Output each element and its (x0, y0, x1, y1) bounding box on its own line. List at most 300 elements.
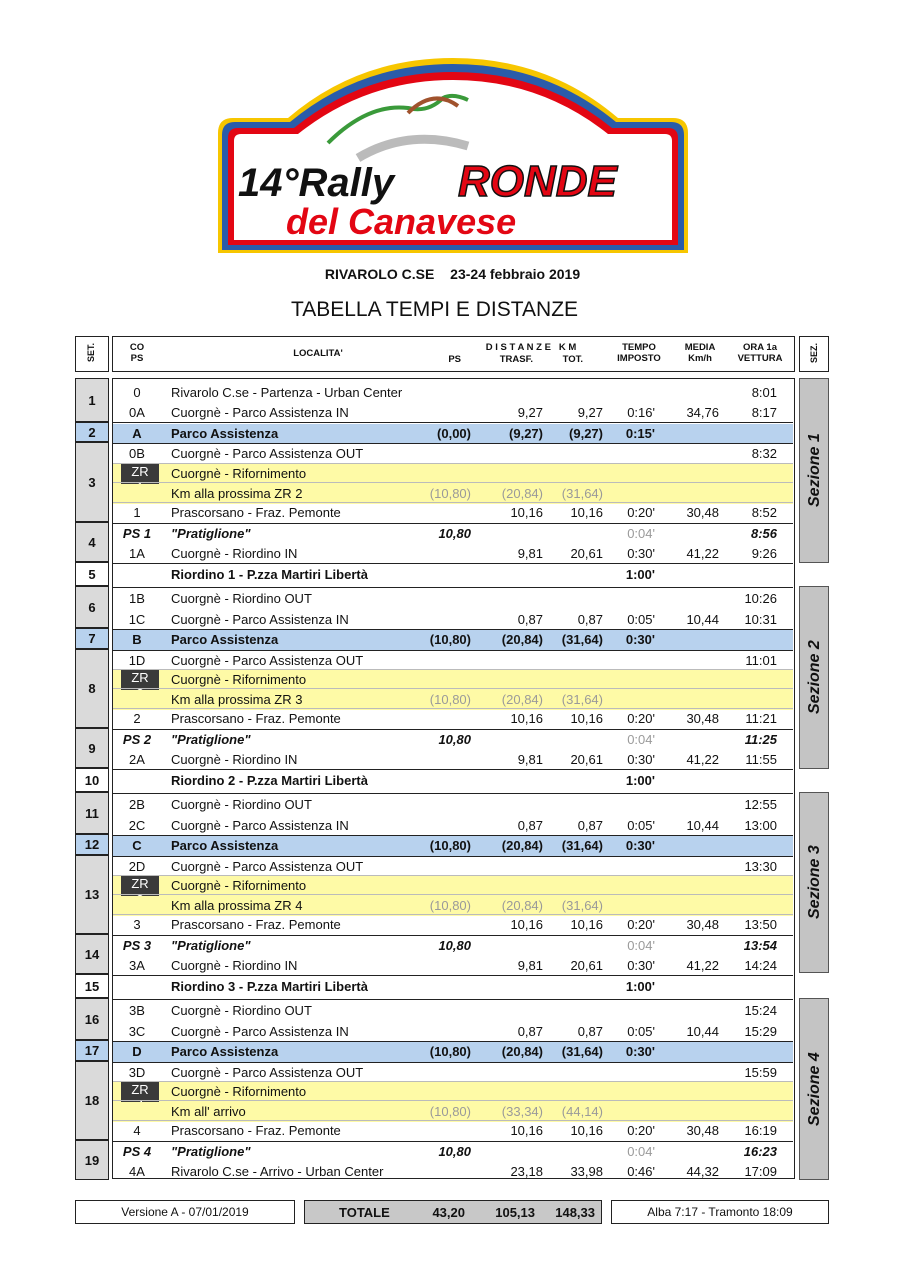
cell-tot: 10,16 (570, 711, 603, 726)
cell-loc: "Pratiglione" (171, 1144, 251, 1159)
cell-loc: Prascorsano - Fraz. Pemonte (171, 917, 341, 932)
section-text: Sezione 3 (806, 845, 823, 920)
row-divider (113, 422, 793, 423)
table-row (113, 484, 793, 504)
cell-media: 34,76 (686, 405, 719, 420)
logo-line1: 14°Rally (238, 161, 395, 205)
cell-tot: 20,61 (570, 546, 603, 561)
set-number: 17 (75, 1040, 109, 1061)
row-divider (113, 856, 793, 857)
table-row (113, 795, 793, 815)
event-dates: 23-24 febbraio 2019 (450, 266, 581, 282)
cell-loc: Riordino 2 - P.zza Martiri Libertà (171, 773, 368, 788)
cell-media: 30,48 (686, 1123, 719, 1138)
set-number: 8 (75, 649, 109, 728)
row-divider (113, 975, 793, 976)
header-localita: LOCALITA' (293, 348, 343, 359)
set-number: 2 (75, 422, 109, 442)
cell-ora: 8:52 (751, 505, 777, 520)
cell-tempo: 0:30' (627, 752, 655, 767)
set-number: 14 (75, 934, 109, 974)
cell-ora: 11:25 (744, 732, 777, 747)
zr-badge (121, 876, 159, 896)
zr-badge (121, 1082, 159, 1102)
cell-trasf: 0,87 (517, 818, 543, 833)
page-title: TABELLA TEMPI E DISTANZE (290, 298, 579, 321)
cell-media: 30,48 (686, 505, 719, 520)
cell-loc: Km all' arrivo (171, 1104, 246, 1119)
cell-ora: 11:01 (745, 653, 777, 668)
row-divider-light (113, 894, 793, 895)
table-row (113, 1063, 793, 1083)
header-ora: ORA 1a (743, 342, 777, 353)
table-row (113, 524, 793, 544)
total-tot: 148,33 (555, 1204, 595, 1220)
row-divider (113, 629, 793, 630)
table-row (113, 503, 793, 523)
cell-cp: 1 (133, 505, 141, 520)
set-number: 3 (75, 442, 109, 522)
header-set: SET. (75, 336, 109, 372)
table-row (113, 564, 793, 586)
cell-trasf: 23,18 (510, 1164, 543, 1179)
cell-tot: 10,16 (570, 917, 603, 932)
total-ps: 43,20 (432, 1204, 465, 1220)
row-divider-light (113, 914, 793, 915)
cell-loc: Parco Assistenza (171, 838, 279, 853)
table-row (113, 976, 793, 998)
cell-ora: 16:23 (743, 1144, 777, 1159)
footer-sun: Alba 7:17 - Tramonto 18:09 (611, 1200, 829, 1224)
cell-trasf: (20,84) (501, 692, 543, 707)
cell-trasf: (20,84) (501, 632, 543, 647)
cell-loc: Cuorgnè - Rifornimento (171, 1084, 307, 1099)
cell-trasf: (20,84) (501, 898, 543, 913)
cell-ps: 10,80 (438, 938, 471, 953)
cell-loc: Parco Assistenza (171, 1044, 279, 1059)
cell-tempo: 1:00' (625, 567, 655, 582)
cell-media: 10,44 (686, 1024, 719, 1039)
table-row (113, 836, 793, 856)
rally-logo (208, 58, 698, 263)
set-number: 18 (75, 1061, 109, 1140)
footer-version: Versione A - 07/01/2019 (75, 1200, 295, 1224)
table-row (113, 857, 793, 877)
table-row (113, 876, 793, 896)
header-imposto: IMPOSTO (617, 353, 661, 364)
cell-loc: Km alla prossima ZR 4 (171, 898, 303, 913)
set-number: 5 (75, 562, 109, 586)
table-row (113, 424, 793, 444)
totale-label: TOTALE (339, 1204, 390, 1220)
table-row (113, 444, 793, 464)
cell-loc: Cuorgnè - Parco Assistenza OUT (171, 653, 364, 668)
table-row (113, 936, 793, 956)
cell-cp: A (132, 426, 142, 441)
cell-tot: (31,64) (561, 1044, 603, 1059)
cell-loc: "Pratiglione" (171, 732, 251, 747)
row-divider-light (113, 1120, 793, 1121)
table-row (113, 610, 793, 630)
section-text: Sezione 4 (806, 1052, 823, 1126)
row-divider (113, 935, 793, 936)
cell-trasf: (20,84) (501, 1044, 543, 1059)
table-row (113, 896, 793, 916)
cell-cp: D (132, 1044, 142, 1059)
table-row (113, 1001, 793, 1021)
cell-tempo: 0:20' (627, 1123, 655, 1138)
cell-tempo: 0:05' (627, 612, 655, 627)
cell-ora: 11:55 (745, 752, 777, 767)
cell-cp: PS 1 (122, 526, 152, 541)
set-number: 10 (75, 768, 109, 792)
row-divider (113, 563, 793, 564)
set-number: 4 (75, 522, 109, 562)
cell-tempo: 0:30' (625, 632, 655, 647)
cell-tempo: 0:04' (627, 1144, 655, 1159)
cell-cp: 2 (133, 711, 141, 726)
cell-ora: 12:55 (744, 797, 777, 812)
row-divider (113, 650, 793, 651)
row-divider-light (113, 669, 793, 670)
cell-loc: Prascorsano - Fraz. Pemonte (171, 711, 341, 726)
cell-ps: (10,80) (429, 838, 471, 853)
cell-loc: Cuorgnè - Riordino IN (171, 546, 298, 561)
cell-trasf: (9,27) (509, 426, 543, 441)
cell-ps: 10,80 (438, 526, 471, 541)
cell-ps: (10,80) (429, 486, 471, 501)
cell-loc: "Pratiglione" (171, 526, 251, 541)
set-number: 9 (75, 728, 109, 768)
cell-tot: 0,87 (577, 1024, 603, 1039)
cell-ora: 10:31 (744, 612, 777, 627)
row-divider (113, 587, 793, 588)
cell-trasf: 9,27 (517, 405, 543, 420)
cell-trasf: (33,34) (501, 1104, 543, 1119)
cell-loc: Prascorsano - Fraz. Pemonte (171, 505, 341, 520)
cell-tempo: 0:20' (627, 505, 655, 520)
set-number: 7 (75, 628, 109, 649)
cell-tot: (44,14) (561, 1104, 603, 1119)
cell-cp: PS 4 (122, 1144, 152, 1159)
cell-media: 10,44 (686, 818, 719, 833)
cell-loc: Cuorgnè - Riordino OUT (171, 797, 312, 812)
cell-loc: Cuorgnè - Parco Assistenza OUT (171, 859, 364, 874)
set-number: 19 (75, 1140, 109, 1180)
cell-tempo: 0:05' (627, 818, 655, 833)
cell-trasf: 9,81 (517, 752, 543, 767)
cell-tempo: 0:16' (627, 405, 655, 420)
cell-cp: 2B (129, 797, 145, 812)
table-row (113, 816, 793, 836)
section-label (799, 378, 829, 563)
header-ps: PS (130, 353, 144, 364)
cell-loc: Cuorgnè - Parco Assistenza OUT (171, 446, 364, 461)
cell-trasf: 0,87 (517, 1024, 543, 1039)
section-text: Sezione 2 (806, 640, 823, 715)
table-row (113, 464, 793, 484)
row-divider (113, 1141, 793, 1142)
set-number: 11 (75, 792, 109, 834)
cell-loc: Riordino 1 - P.zza Martiri Libertà (171, 567, 368, 582)
cell-ora: 15:24 (744, 1003, 777, 1018)
row-divider (113, 999, 793, 1000)
cell-trasf: 10,16 (510, 505, 543, 520)
cell-cp: 3A (129, 958, 145, 973)
table-row (113, 670, 793, 690)
table-row (113, 1142, 793, 1162)
cell-loc: Cuorgnè - Rifornimento (171, 466, 307, 481)
cell-cp: B (132, 632, 142, 647)
cell-tempo: 0:04' (627, 732, 655, 747)
table-row (113, 956, 793, 976)
cell-ps: 10,80 (438, 1144, 471, 1159)
cell-tot: 10,16 (570, 505, 603, 520)
cell-loc: Cuorgnè - Parco Assistenza IN (171, 818, 349, 833)
cell-cp: C (132, 838, 142, 853)
set-column (75, 378, 109, 1179)
cell-trasf: 10,16 (510, 917, 543, 932)
cell-trasf: 9,81 (517, 958, 543, 973)
cell-ora: 16:19 (744, 1123, 777, 1138)
cell-tempo: 1:00' (625, 979, 655, 994)
row-divider-light (113, 502, 793, 503)
row-divider (113, 443, 793, 444)
header-kmh: Km/h (688, 353, 712, 364)
cell-ps: (10,80) (429, 632, 471, 647)
table-row (113, 709, 793, 729)
cell-trasf: 0,87 (517, 612, 543, 627)
table-header (112, 336, 795, 372)
zr-badge (121, 670, 159, 690)
cell-trasf: 10,16 (510, 711, 543, 726)
cell-cp: 0 (133, 385, 141, 400)
row-divider-light (113, 482, 793, 483)
header-vettura: VETTURA (737, 353, 783, 364)
set-number: 6 (75, 586, 109, 628)
cell-loc: Cuorgnè - Parco Assistenza IN (171, 1024, 349, 1039)
cell-ora: 8:32 (751, 446, 777, 461)
cell-cp: 3B (129, 1003, 145, 1018)
row-divider (113, 769, 793, 770)
cell-tot: (9,27) (569, 426, 603, 441)
cell-loc: Cuorgnè - Parco Assistenza IN (171, 612, 349, 627)
table-row (113, 690, 793, 710)
cell-media: 30,48 (686, 917, 719, 932)
set-number: 16 (75, 998, 109, 1040)
cell-cp: 3C (128, 1024, 146, 1039)
cell-loc: Km alla prossima ZR 3 (171, 692, 303, 707)
cell-trasf: 9,81 (517, 546, 543, 561)
zr-label: ZR (131, 876, 149, 891)
row-divider (113, 1041, 793, 1042)
cell-loc: Rivarolo C.se - Partenza - Urban Center (171, 385, 403, 400)
table-row (113, 544, 793, 564)
cell-ora: 13:30 (744, 859, 777, 874)
logo-ronde: RONDE (458, 157, 617, 206)
row-divider (113, 1062, 793, 1063)
cell-tot: 33,98 (570, 1164, 603, 1179)
header-distanze: D I S T A N Z E K M (485, 342, 577, 353)
section-text: Sezione 1 (806, 433, 823, 508)
cell-ps: 10,80 (438, 732, 471, 747)
set-number: 1 (75, 378, 109, 422)
cell-tot: 10,16 (570, 1123, 603, 1138)
table-row (113, 770, 793, 792)
table-row (113, 589, 793, 609)
cell-media: 41,22 (686, 958, 719, 973)
row-divider (113, 729, 793, 730)
header-tempo: TEMPO (622, 342, 656, 353)
cell-loc: Parco Assistenza (171, 426, 279, 441)
total-trasf: 105,13 (495, 1204, 535, 1220)
row-divider (113, 835, 793, 836)
cell-tot: 20,61 (570, 958, 603, 973)
cell-tempo: 0:20' (627, 711, 655, 726)
row-divider-light (113, 1100, 793, 1101)
set-number: 13 (75, 855, 109, 934)
cell-loc: Cuorgnè - Rifornimento (171, 672, 307, 687)
cell-tempo: 0:04' (627, 938, 655, 953)
cell-tot: (31,64) (561, 632, 603, 647)
cell-ora: 10:26 (744, 591, 777, 606)
cell-cp: 1D (128, 653, 146, 668)
cell-ora: 17:09 (744, 1164, 777, 1179)
cell-ora: 13:50 (744, 917, 777, 932)
cell-ora: 8:56 (750, 526, 777, 541)
cell-cp: 1C (128, 612, 146, 627)
header-dist-ps: PS (448, 354, 461, 365)
header-sez: SEZ. (799, 336, 829, 372)
cell-loc: Cuorgnè - Riordino IN (171, 752, 298, 767)
section-label (799, 586, 829, 769)
cell-ps: (0,00) (437, 426, 471, 441)
cell-cp: 2D (128, 859, 146, 874)
cell-media: 30,48 (686, 711, 719, 726)
cell-ora: 9:26 (751, 546, 777, 561)
header-dist-trasf: TRASF. (499, 354, 533, 365)
table-row (113, 1162, 793, 1182)
cell-trasf: (20,84) (501, 486, 543, 501)
cell-loc: Cuorgnè - Parco Assistenza IN (171, 405, 349, 420)
cell-ora: 8:01 (751, 385, 777, 400)
cell-cp: PS 2 (122, 732, 152, 747)
cell-tot: 9,27 (577, 405, 603, 420)
cell-cp: 0B (129, 446, 145, 461)
cell-tempo: 0:30' (627, 958, 655, 973)
footer-totals (304, 1200, 602, 1224)
cell-media: 41,22 (686, 546, 719, 561)
cell-loc: Prascorsano - Fraz. Pemonte (171, 1123, 341, 1138)
row-divider-light (113, 875, 793, 876)
set-number: 15 (75, 974, 109, 998)
cell-cp: 1A (129, 546, 145, 561)
logo-line2: del Canavese (286, 201, 517, 242)
cell-ps: (10,80) (429, 1104, 471, 1119)
table-row (113, 1121, 793, 1141)
cell-tempo: 0:30' (625, 1044, 655, 1059)
cell-media: 41,22 (686, 752, 719, 767)
cell-tempo: 1:00' (625, 773, 655, 788)
header-dist-tot: TOT. (562, 354, 583, 365)
table-row (113, 915, 793, 935)
cell-tot: (31,64) (561, 486, 603, 501)
cell-tempo: 0:20' (627, 917, 655, 932)
header-co: CO (129, 342, 145, 353)
cell-loc: Cuorgnè - Riordino IN (171, 958, 298, 973)
cell-loc: Km alla prossima ZR 2 (171, 486, 303, 501)
row-divider-light (113, 463, 793, 464)
table-row (113, 750, 793, 770)
cell-ora: 11:21 (745, 711, 777, 726)
cell-media: 10,44 (686, 612, 719, 627)
cell-loc: "Pratiglione" (171, 938, 251, 953)
cell-loc: Cuorgnè - Riordino OUT (171, 591, 312, 606)
cell-tot: 20,61 (570, 752, 603, 767)
row-divider-light (113, 1081, 793, 1082)
cell-loc: Parco Assistenza (171, 632, 279, 647)
table-row (113, 383, 793, 403)
table-row (113, 1082, 793, 1102)
cell-tot: (31,64) (561, 838, 603, 853)
cell-tempo: 0:46' (627, 1164, 655, 1179)
cell-tot: 0,87 (577, 818, 603, 833)
cell-ora: 13:00 (744, 818, 777, 833)
cell-tempo: 0:04' (627, 526, 655, 541)
table-row (113, 630, 793, 650)
zr-badge (121, 464, 159, 484)
cell-loc: Rivarolo C.se - Arrivo - Urban Center (171, 1164, 384, 1179)
cell-loc: Cuorgnè - Riordino OUT (171, 1003, 312, 1018)
cell-ora: 15:29 (744, 1024, 777, 1039)
cell-ps: (10,80) (429, 692, 471, 707)
cell-cp: 4 (133, 1123, 141, 1138)
table-row (113, 651, 793, 671)
cell-ps: (10,80) (429, 898, 471, 913)
row-divider (113, 793, 793, 794)
cell-trasf: (20,84) (501, 838, 543, 853)
cell-trasf: 10,16 (510, 1123, 543, 1138)
cell-tot: (31,64) (561, 692, 603, 707)
cell-cp: 3 (133, 917, 141, 932)
row-divider (113, 523, 793, 524)
zr-label: ZR (131, 670, 149, 685)
cell-cp: 3D (128, 1065, 146, 1080)
timetable (112, 378, 795, 1179)
zr-label: ZR (131, 464, 149, 479)
cell-cp: 0A (129, 405, 145, 420)
zr-label: ZR (131, 1082, 149, 1097)
event-info (0, 266, 905, 282)
cell-ora: 13:54 (743, 938, 777, 953)
header-media: MEDIA (684, 342, 716, 353)
cell-cp: 2C (128, 818, 146, 833)
cell-ora: 8:17 (751, 405, 777, 420)
cell-loc: Riordino 3 - P.zza Martiri Libertà (171, 979, 368, 994)
row-divider-light (113, 708, 793, 709)
table-row (113, 730, 793, 750)
cell-ps: (10,80) (429, 1044, 471, 1059)
event-venue: RIVAROLO C.SE (324, 266, 435, 282)
cell-cp: 4A (129, 1164, 145, 1179)
cell-tempo: 0:30' (625, 838, 655, 853)
cell-tempo: 0:30' (627, 546, 655, 561)
cell-cp: PS 3 (122, 938, 152, 953)
cell-ora: 15:59 (744, 1065, 777, 1080)
section-label (799, 998, 829, 1180)
table-row (113, 1042, 793, 1062)
table-row (113, 1022, 793, 1042)
